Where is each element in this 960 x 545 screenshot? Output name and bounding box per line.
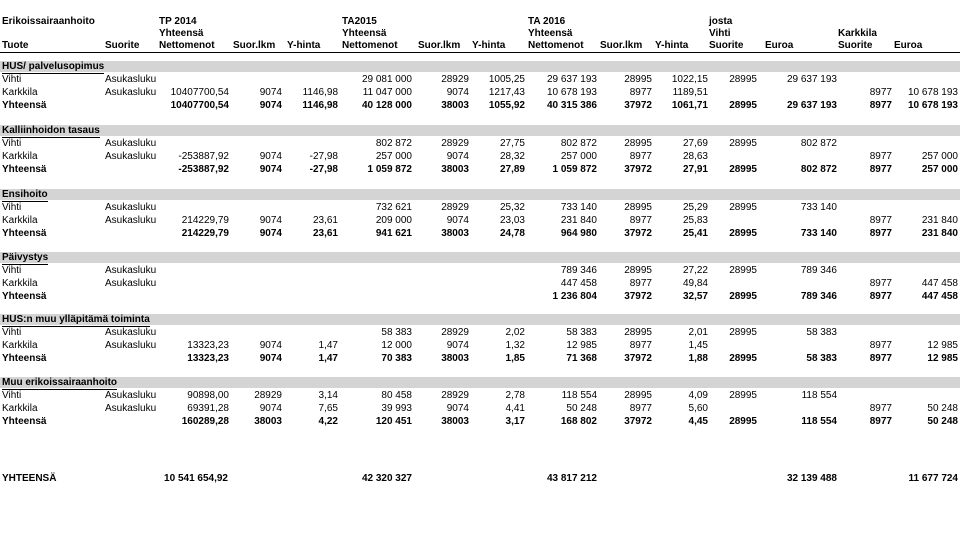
cell-ta15-suorlkm: 38003 (441, 164, 469, 175)
cell-vihti-suorite: 28995 (729, 164, 757, 175)
header-ta15-suorlkm: Suor.lkm (418, 40, 461, 51)
cell-ta15-nettomenot: 257 000 (375, 151, 412, 162)
cell-suorite: Asukasluku (105, 87, 157, 98)
cell-karkkila-suorite: 8977 (869, 278, 892, 289)
cell-ta16-yhinta: 32,57 (682, 291, 708, 302)
cell-tuote: Vihti (2, 390, 22, 401)
cell-vihti-euroa: 118 554 (801, 390, 837, 401)
header-divider (0, 52, 960, 53)
cell-ta15-nettomenot: 941 621 (375, 228, 412, 239)
section-header-band (0, 377, 960, 388)
cell-karkkila-euroa: 12 985 (927, 353, 958, 364)
cell-ta16-suorlkm: 28995 (624, 74, 652, 85)
cell-ta16-suorlkm: 37972 (624, 100, 652, 111)
cell-ta16-nettomenot: 29 637 193 (546, 74, 597, 85)
cell-tp-suorlkm: 28929 (254, 390, 282, 401)
cell-suorite: Asukasluku (105, 340, 157, 351)
cell-ta16-suorlkm: 8977 (629, 340, 652, 351)
cell-tuote: Karkkila (2, 151, 38, 162)
cell-tp-nettomenot: 69391,28 (187, 403, 229, 414)
cell-ta16-nettomenot: 40 315 386 (546, 100, 597, 111)
cell-ta15-suorlkm: 28929 (441, 138, 469, 149)
header-ta2016: TA 2016 (528, 16, 566, 27)
cell-tuote: Yhteensä (2, 100, 47, 111)
cell-tp-nettomenot: 90898,00 (187, 390, 229, 401)
cell-ta16-yhinta: 1022,15 (671, 74, 708, 85)
cell-ta15-suorlkm: 38003 (441, 416, 469, 427)
header-ta16-nettomenot: Nettomenot (528, 40, 584, 51)
cell-tp-nettomenot: 160289,28 (181, 416, 229, 427)
cell-tp-yhinta: 3,14 (318, 390, 338, 401)
cell-ta15-nettomenot: 11 047 000 (362, 87, 412, 98)
cell-karkkila-suorite: 8977 (869, 291, 892, 302)
cell-ta15-nettomenot: 120 451 (375, 416, 412, 427)
cell-vihti-euroa: 733 140 (800, 228, 837, 239)
header-ta16-yhteensa: Yhteensä (528, 28, 573, 39)
cell-tuote: Yhteensä (2, 353, 47, 364)
cell-tp-suorlkm: 38003 (254, 416, 282, 427)
cell-ta15-yhinta: 28,32 (499, 151, 525, 162)
cell-karkkila-euroa: 447 458 (921, 291, 958, 302)
cell-tuote: Yhteensä (2, 164, 47, 175)
cell-suorite: Asukasluku (105, 403, 157, 414)
cell-vihti-suorite: 28995 (729, 416, 757, 427)
cell-karkkila-euroa: 10 678 193 (907, 100, 958, 111)
cell-ta16-nettomenot: 50 248 (566, 403, 597, 414)
cell-karkkila-suorite: 8977 (869, 164, 892, 175)
cell-ta16-nettomenot: 789 346 (560, 265, 597, 276)
cell-ta16-nettomenot: 58 383 (566, 327, 597, 338)
cell-ta16-yhinta: 49,84 (682, 278, 708, 289)
cell-ta16-yhinta: 1,88 (688, 353, 708, 364)
cell-suorite: Asukasluku (105, 138, 157, 149)
cell-tp-nettomenot: -253887,92 (178, 151, 229, 162)
cell-ta16-nettomenot: 257 000 (560, 151, 597, 162)
header-tp-yhteensa: Yhteensä (159, 28, 204, 39)
cell-vihti-suorite: 28995 (729, 390, 757, 401)
cell-suorite: Asukasluku (105, 278, 157, 289)
cell-ta16-suorlkm: 37972 (624, 164, 652, 175)
cell-karkkila-suorite: 8977 (869, 403, 892, 414)
cell-tuote: Karkkila (2, 215, 38, 226)
cell-tp-suorlkm: 9074 (259, 353, 282, 364)
cell-tp-nettomenot: 10407700,54 (170, 87, 229, 98)
cell-tp-nettomenot: 13323,23 (187, 340, 229, 351)
cell-tp-yhinta: 1146,98 (302, 100, 338, 111)
cell-vihti-euroa: 29 637 193 (786, 74, 837, 85)
cell-vihti-euroa: 58 383 (806, 353, 837, 364)
cell-ta15-nettomenot: 40 128 000 (361, 100, 412, 111)
cell-karkkila-suorite: 8977 (869, 87, 892, 98)
header-karkkila-suorite: Suorite (838, 40, 873, 51)
cell-ta16-nettomenot: 447 458 (560, 278, 597, 289)
cell-tp-yhinta: 23,61 (312, 215, 338, 226)
cell-ta15-nettomenot: 1 059 872 (367, 164, 412, 175)
header-tp-suorlkm: Suor.lkm (233, 40, 276, 51)
cell-vihti-suorite: 28995 (729, 265, 757, 276)
section-title: Ensihoito (2, 189, 48, 200)
header-tp-yhinta: Y-hinta (287, 40, 321, 51)
cell-tuote: Vihti (2, 202, 22, 213)
section-title: HUS/ palvelusopimus (2, 61, 105, 72)
cell-karkkila-euroa: 10 678 193 (907, 87, 958, 98)
cell-ta16-suorlkm: 28995 (624, 390, 652, 401)
cell-tuote: Karkkila (2, 278, 38, 289)
cell-ta16-suorlkm: 8977 (629, 278, 652, 289)
cell-ta15-yhinta: 24,78 (499, 228, 525, 239)
cell-ta16-nettomenot: 1 236 804 (552, 291, 597, 302)
header-vihti-euroa: Euroa (765, 40, 794, 51)
cell-ta16-yhinta: 27,91 (682, 164, 708, 175)
header-josta: josta (709, 16, 733, 27)
cell-tp-yhinta: 7,65 (318, 403, 338, 414)
header-ta16-yhinta: Y-hinta (655, 40, 689, 51)
cell-vihti-euroa: 29 637 193 (786, 100, 837, 111)
section-header-band (0, 125, 960, 136)
cell-vihti-suorite: 28995 (729, 202, 757, 213)
header-ta15-nettomenot: Nettomenot (342, 40, 398, 51)
cell-ta15-suorlkm: 28929 (441, 74, 469, 85)
section-title: Kalliinhoidon tasaus (2, 125, 100, 136)
cell-karkkila-euroa: 447 458 (921, 278, 958, 289)
cell-ta16-nettomenot: 12 985 (566, 340, 597, 351)
cell-ta16-yhinta: 4,45 (688, 416, 708, 427)
cell-karkkila-euroa: 257 000 (921, 151, 958, 162)
cell-ta16-yhinta: 27,22 (682, 265, 708, 276)
cell-ta16-yhinta: 28,63 (682, 151, 708, 162)
cell-ta15-yhinta: 2,78 (505, 390, 525, 401)
cell-ta16-suorlkm: 37972 (624, 416, 652, 427)
header-ta16-suorlkm: Suor.lkm (600, 40, 643, 51)
cell-tp-nettomenot: 214229,79 (181, 228, 229, 239)
cell-suorite: Asukasluku (105, 390, 157, 401)
total-vihti: 32 139 488 (786, 473, 837, 484)
cell-tp-suorlkm: 9074 (259, 228, 282, 239)
cell-vihti-euroa: 733 140 (800, 202, 837, 213)
cell-vihti-euroa: 802 872 (800, 164, 837, 175)
cell-karkkila-euroa: 12 985 (927, 340, 958, 351)
cell-ta15-suorlkm: 38003 (441, 100, 469, 111)
header-vihti: Vihti (709, 28, 731, 39)
cell-tuote: Vihti (2, 74, 22, 85)
cell-vihti-euroa: 789 346 (800, 291, 837, 302)
header-karkkila: Karkkila (838, 28, 877, 39)
cell-tp-nettomenot: 13323,23 (187, 353, 229, 364)
cell-karkkila-euroa: 257 000 (921, 164, 958, 175)
cell-ta16-yhinta: 25,83 (682, 215, 708, 226)
cell-karkkila-euroa: 231 840 (921, 215, 958, 226)
cell-ta16-suorlkm: 37972 (624, 353, 652, 364)
cell-ta16-nettomenot: 733 140 (560, 202, 597, 213)
cell-ta15-yhinta: 27,89 (499, 164, 525, 175)
cell-ta16-suorlkm: 37972 (624, 228, 652, 239)
cell-ta16-suorlkm: 28995 (624, 202, 652, 213)
cell-ta16-nettomenot: 168 802 (560, 416, 597, 427)
cell-ta15-suorlkm: 28929 (441, 390, 469, 401)
section-header-band (0, 252, 960, 263)
cell-tp-suorlkm: 9074 (259, 100, 282, 111)
cell-tp-suorlkm: 9074 (259, 151, 282, 162)
cell-karkkila-suorite: 8977 (869, 228, 892, 239)
cell-ta15-yhinta: 25,32 (499, 202, 525, 213)
cell-tp-yhinta: 23,61 (312, 228, 338, 239)
cell-suorite: Asukasluku (105, 215, 157, 226)
cell-tp-suorlkm: 9074 (259, 340, 282, 351)
total-karkkila: 11 677 724 (908, 473, 958, 484)
cell-ta16-yhinta: 2,01 (688, 327, 708, 338)
header-ta15-yhteensa: Yhteensä (342, 28, 387, 39)
cell-karkkila-euroa: 231 840 (921, 228, 958, 239)
cell-suorite: Asukasluku (105, 327, 157, 338)
cell-tuote: Karkkila (2, 403, 38, 414)
cell-ta16-yhinta: 25,29 (682, 202, 708, 213)
cell-ta16-yhinta: 4,09 (688, 390, 708, 401)
cell-tuote: Vihti (2, 265, 22, 276)
cell-vihti-suorite: 28995 (729, 138, 757, 149)
section-header-band (0, 189, 960, 200)
cell-tp-suorlkm: 9074 (259, 403, 282, 414)
cell-tp-nettomenot: 10407700,54 (170, 100, 229, 111)
cell-ta15-suorlkm: 38003 (441, 353, 469, 364)
cell-vihti-euroa: 118 554 (801, 416, 837, 427)
cell-ta15-yhinta: 4,41 (505, 403, 525, 414)
cell-ta16-yhinta: 1189,51 (672, 87, 708, 98)
cell-ta15-nettomenot: 732 621 (375, 202, 412, 213)
cell-ta15-suorlkm: 9074 (446, 151, 469, 162)
cell-ta16-yhinta: 1,45 (688, 340, 708, 351)
cell-ta15-nettomenot: 70 383 (381, 353, 412, 364)
cell-karkkila-suorite: 8977 (869, 215, 892, 226)
header-vihti-suorite: Suorite (709, 40, 744, 51)
header-tp2014: TP 2014 (159, 16, 197, 27)
cell-ta15-nettomenot: 29 081 000 (361, 74, 412, 85)
total-tp2014: 10 541 654,92 (164, 473, 228, 484)
cell-ta16-suorlkm: 8977 (629, 215, 652, 226)
cell-ta16-suorlkm: 28995 (624, 327, 652, 338)
cell-ta16-nettomenot: 802 872 (560, 138, 597, 149)
cell-karkkila-suorite: 8977 (869, 151, 892, 162)
cell-ta15-nettomenot: 802 872 (375, 138, 412, 149)
header-tp-nettomenot: Nettomenot (159, 40, 215, 51)
cell-tp-suorlkm: 9074 (259, 87, 282, 98)
cell-suorite: Asukasluku (105, 74, 157, 85)
cell-ta16-suorlkm: 8977 (629, 403, 652, 414)
cell-tp-yhinta: -27,98 (309, 164, 338, 175)
cell-ta15-nettomenot: 12 000 (381, 340, 412, 351)
cell-ta15-yhinta: 1,85 (505, 353, 525, 364)
cell-ta16-yhinta: 25,41 (682, 228, 708, 239)
cell-ta15-nettomenot: 209 000 (375, 215, 412, 226)
cell-ta15-nettomenot: 58 383 (381, 327, 412, 338)
cell-ta15-yhinta: 27,75 (499, 138, 525, 149)
cell-ta15-suorlkm: 28929 (441, 202, 469, 213)
section-header-band (0, 61, 960, 72)
cell-tp-yhinta: 4,22 (318, 416, 338, 427)
header-title-erikoissairaanhoito: Erikoissairaanhoito (2, 16, 95, 27)
header-ta2015: TA2015 (342, 16, 377, 27)
cell-tp-yhinta: 1146,98 (302, 87, 338, 98)
total-ta2015: 42 320 327 (361, 473, 412, 484)
cell-ta16-nettomenot: 964 980 (560, 228, 597, 239)
cell-vihti-suorite: 28995 (729, 228, 757, 239)
cell-vihti-suorite: 28995 (729, 100, 757, 111)
cell-ta16-suorlkm: 8977 (629, 151, 652, 162)
cell-ta15-nettomenot: 80 458 (381, 390, 412, 401)
cell-tuote: Karkkila (2, 87, 38, 98)
cell-ta15-suorlkm: 9074 (446, 340, 469, 351)
header-tuote: Tuote (2, 40, 29, 51)
cell-ta16-yhinta: 1061,71 (671, 100, 708, 111)
cell-ta15-suorlkm: 9074 (446, 403, 469, 414)
cell-ta15-suorlkm: 38003 (441, 228, 469, 239)
header-suorite: Suorite (105, 40, 140, 51)
total-label: YHTEENSÄ (2, 473, 57, 484)
cell-ta16-nettomenot: 1 059 872 (552, 164, 597, 175)
cell-ta16-suorlkm: 28995 (624, 265, 652, 276)
cell-tuote: Vihti (2, 327, 22, 338)
cell-karkkila-suorite: 8977 (869, 100, 892, 111)
header-karkkila-euroa: Euroa (894, 40, 923, 51)
cell-karkkila-suorite: 8977 (869, 416, 892, 427)
cell-ta15-suorlkm: 9074 (446, 87, 469, 98)
cell-tp-nettomenot: -253887,92 (178, 164, 229, 175)
cell-suorite: Asukasluku (105, 265, 157, 276)
cell-vihti-euroa: 58 383 (806, 327, 837, 338)
cell-ta15-yhinta: 1005,25 (488, 74, 525, 85)
cell-ta16-yhinta: 27,69 (682, 138, 708, 149)
section-title: HUS:n muu ylläpitämä toiminta (2, 314, 150, 325)
cell-tp-yhinta: 1,47 (318, 340, 338, 351)
cell-tp-suorlkm: 9074 (259, 215, 282, 226)
cell-suorite: Asukasluku (105, 151, 157, 162)
cell-ta15-suorlkm: 28929 (441, 327, 469, 338)
cell-ta16-nettomenot: 10 678 193 (546, 87, 597, 98)
cell-vihti-suorite: 28995 (729, 291, 757, 302)
cell-tuote: Yhteensä (2, 291, 47, 302)
cell-tuote: Yhteensä (2, 416, 47, 427)
cell-vihti-euroa: 802 872 (800, 138, 837, 149)
cell-tuote: Vihti (2, 138, 22, 149)
cell-ta15-yhinta: 2,02 (505, 327, 525, 338)
cell-ta16-yhinta: 5,60 (688, 403, 708, 414)
cell-ta15-yhinta: 23,03 (499, 215, 525, 226)
cell-karkkila-euroa: 50 248 (927, 403, 958, 414)
cell-ta16-suorlkm: 28995 (624, 138, 652, 149)
cell-suorite: Asukasluku (105, 202, 157, 213)
cell-tp-suorlkm: 9074 (259, 164, 282, 175)
cell-vihti-suorite: 28995 (729, 353, 757, 364)
cell-ta15-yhinta: 1055,92 (488, 100, 525, 111)
cell-ta16-nettomenot: 231 840 (560, 215, 597, 226)
cell-ta16-nettomenot: 71 368 (566, 353, 597, 364)
cell-tp-yhinta: -27,98 (309, 151, 338, 162)
cell-tuote: Yhteensä (2, 228, 47, 239)
cell-ta15-suorlkm: 9074 (446, 215, 469, 226)
cell-karkkila-suorite: 8977 (869, 340, 892, 351)
cell-tp-nettomenot: 214229,79 (181, 215, 229, 226)
section-title: Päivystys (2, 252, 49, 263)
header-ta15-yhinta: Y-hinta (472, 40, 506, 51)
cell-vihti-suorite: 28995 (729, 327, 757, 338)
cell-ta16-suorlkm: 8977 (629, 87, 652, 98)
total-ta2016: 43 817 212 (546, 473, 597, 484)
cell-vihti-euroa: 789 346 (800, 265, 837, 276)
cell-ta16-suorlkm: 37972 (624, 291, 652, 302)
cell-tp-yhinta: 1,47 (318, 353, 338, 364)
cell-karkkila-euroa: 50 248 (927, 416, 958, 427)
cell-ta15-nettomenot: 39 993 (381, 403, 412, 414)
cell-tuote: Karkkila (2, 340, 38, 351)
section-title: Muu erikoissairaanhoito (2, 377, 118, 388)
cell-ta15-yhinta: 3,17 (505, 416, 525, 427)
cell-ta15-yhinta: 1,32 (505, 340, 525, 351)
cell-ta16-nettomenot: 118 554 (561, 390, 597, 401)
cell-vihti-suorite: 28995 (729, 74, 757, 85)
cell-karkkila-suorite: 8977 (869, 353, 892, 364)
cell-ta15-yhinta: 1217,43 (488, 87, 525, 98)
